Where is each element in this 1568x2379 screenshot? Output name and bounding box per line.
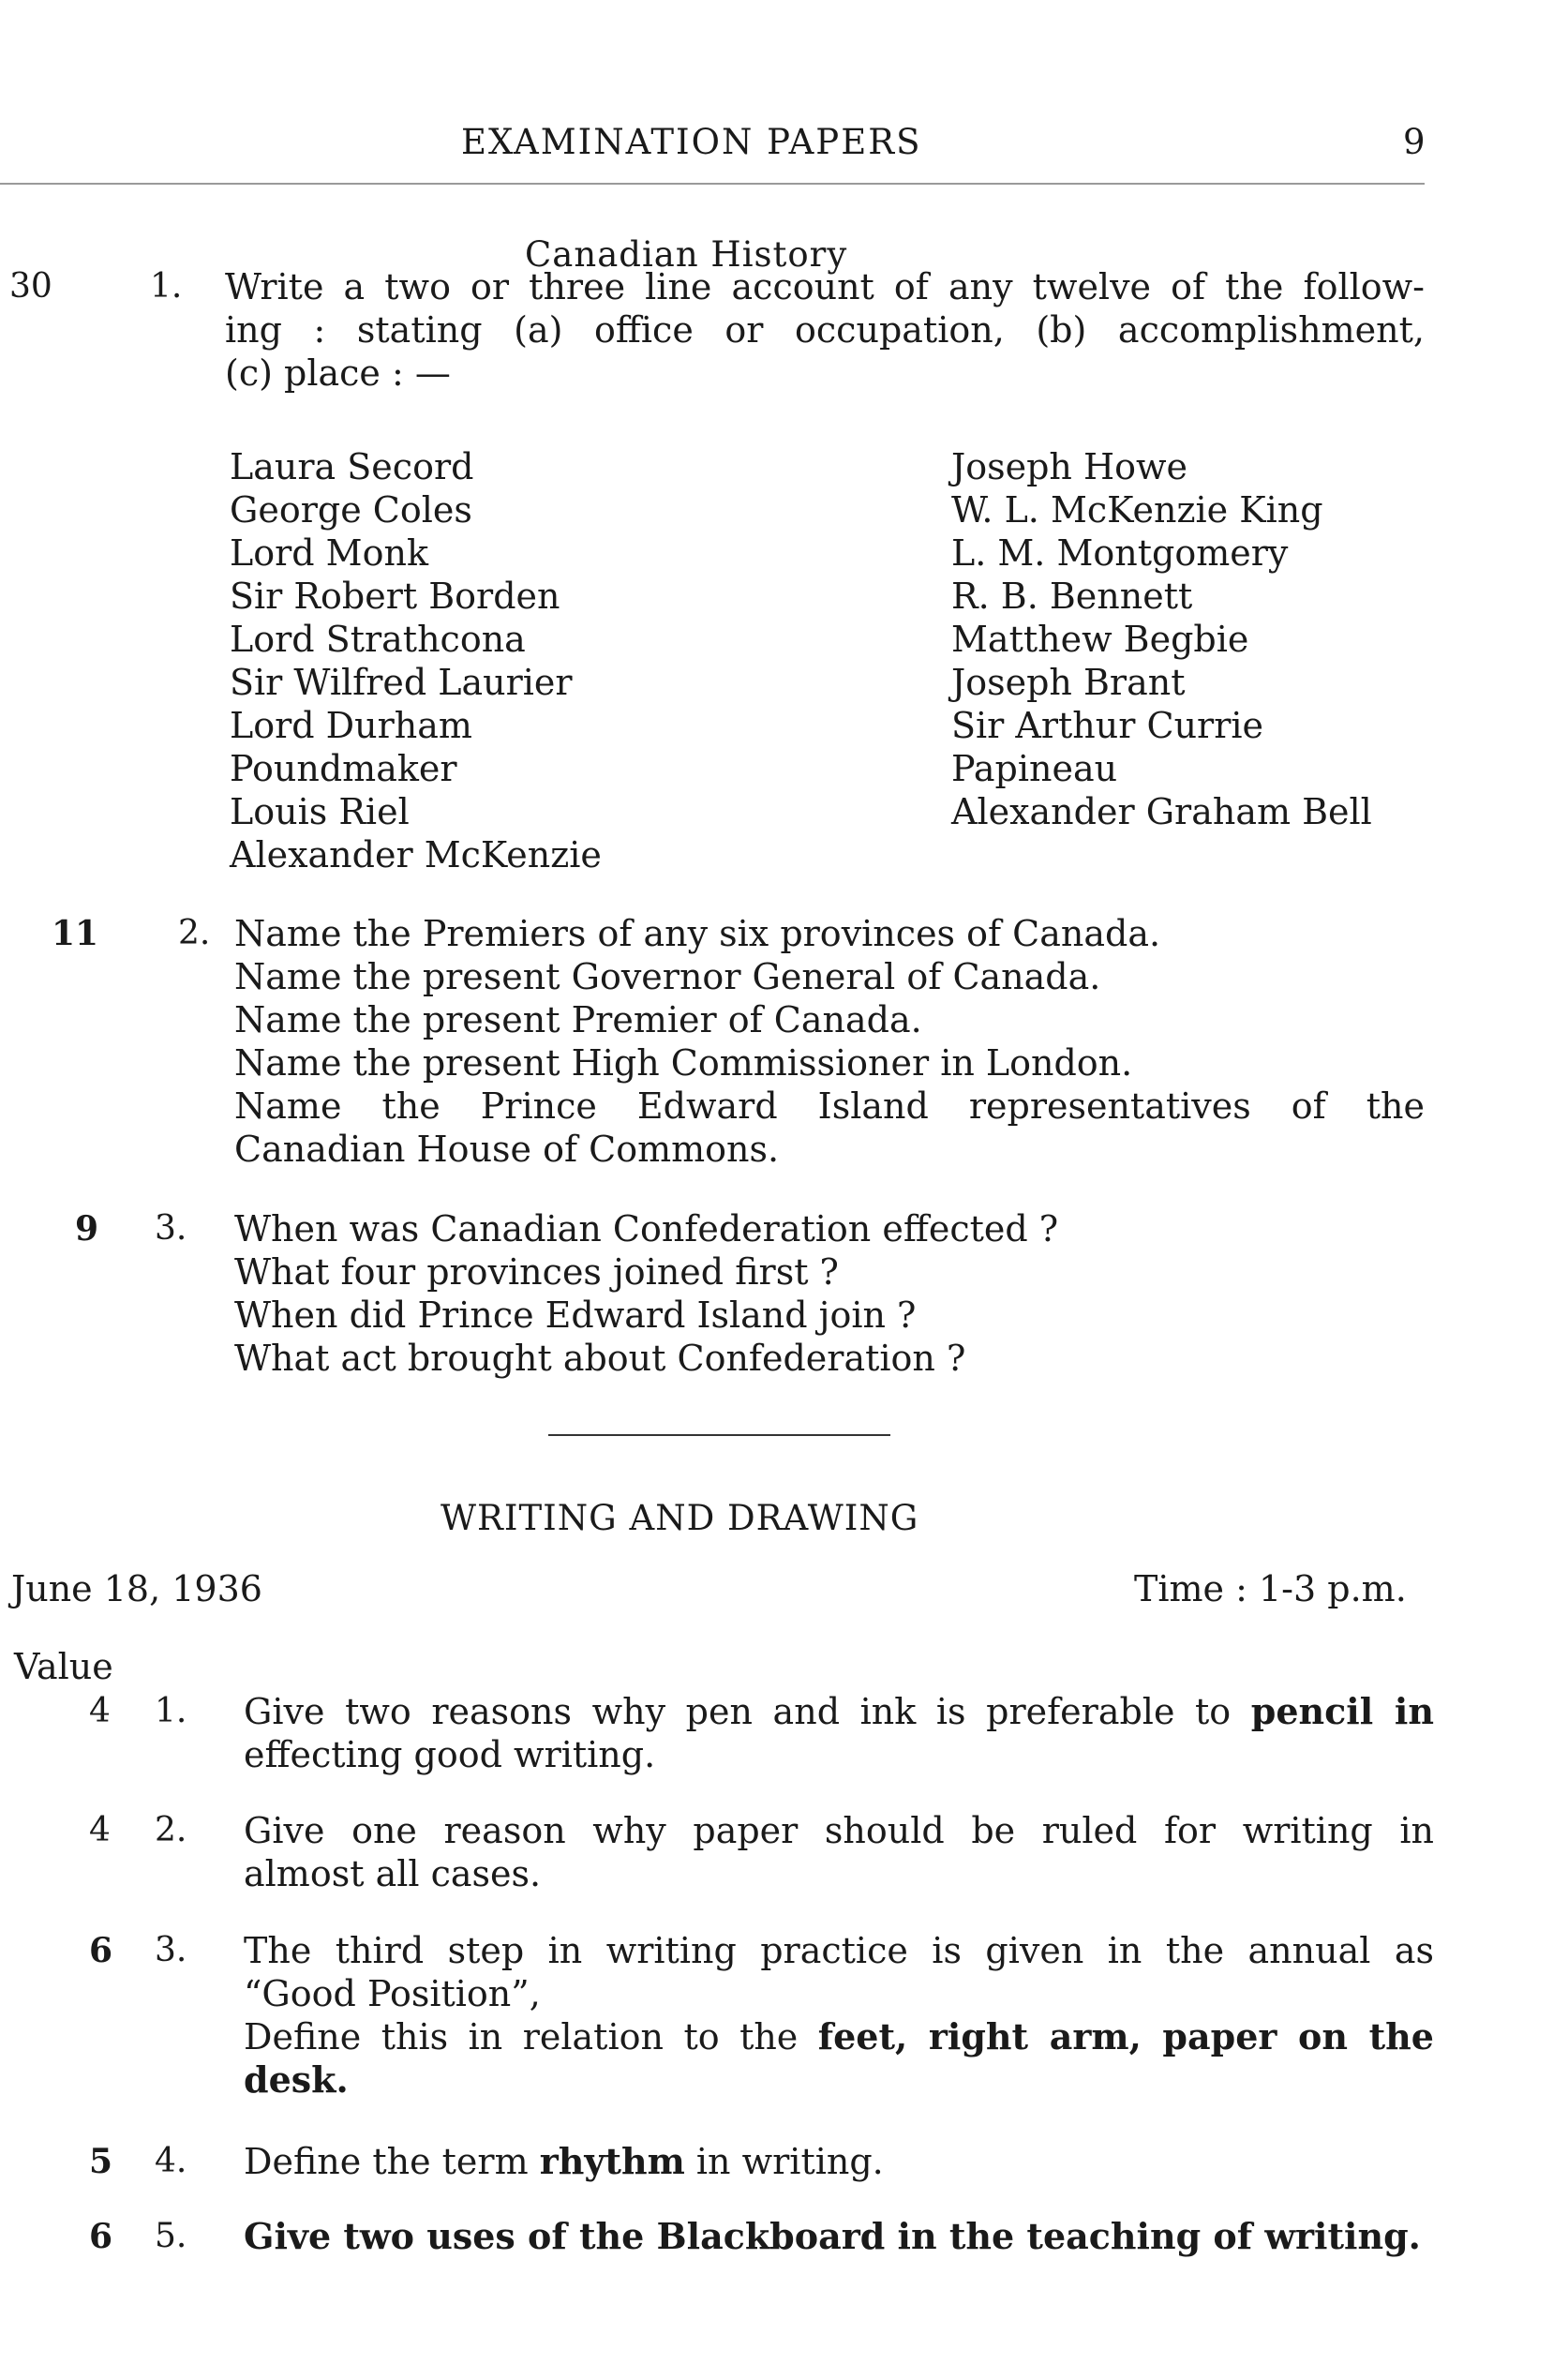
name-item: L. M. Montgomery <box>951 532 1289 574</box>
name-item: Alexander Graham Bell <box>951 791 1372 832</box>
question-text: almost all cases. <box>244 1853 542 1894</box>
question-text: “Good Position”, <box>244 1973 541 2014</box>
question-text <box>244 2015 1434 2058</box>
name-item: Laura Secord <box>230 446 474 487</box>
question-mark-value: 6 <box>89 2217 113 2256</box>
names-list-left <box>230 445 602 876</box>
name-item: Matthew Begbie <box>951 619 1249 660</box>
question-mark-value: 4 <box>89 1692 111 1730</box>
section-divider <box>548 1434 890 1436</box>
question-text: Name the Premiers of any six provinces of Canada. <box>234 913 1161 954</box>
question-text-emphasis: feet, right arm, paper on the <box>817 2015 1434 2057</box>
question-text: ing : stating (a) office or occupation, (b) accomplishment, <box>225 309 1425 351</box>
question-mark-value: 9 <box>75 1209 99 1249</box>
question-text: Canadian House of Commons. <box>234 1129 780 1170</box>
name-item: George Coles <box>230 489 472 531</box>
question-number: 1. <box>150 267 183 306</box>
name-item: Sir Arthur Currie <box>951 705 1264 746</box>
name-item: Lord Strathcona <box>230 619 526 660</box>
question-text: The third step in writing practice is given in the annual as <box>244 1930 1434 1971</box>
question-text: Name the Prince Edward Island representatives of the <box>234 1085 1425 1127</box>
question-text: Give one reason why paper should be ruled for writing in <box>244 1810 1434 1851</box>
page-header-title: EXAMINATION PAPERS <box>461 122 922 162</box>
question-number: 2. <box>155 1811 187 1849</box>
question-text: Name the present Premier of Canada. <box>234 999 922 1040</box>
exam-date: June 18, 1936 <box>11 1568 262 1609</box>
question-mark-value: 11 <box>52 914 99 953</box>
question-text: effecting good writing. <box>244 1734 656 1775</box>
question-text: When was Canadian Confederation effected ? <box>234 1208 1059 1249</box>
question-text: (c) place : — <box>225 352 451 394</box>
name-item: Louis Riel <box>230 791 410 832</box>
name-item: Joseph Howe <box>951 446 1188 487</box>
question-text <box>244 2140 884 2183</box>
name-item: Joseph Brant <box>951 662 1186 703</box>
name-item: Papineau <box>951 748 1118 789</box>
name-item: Poundmaker <box>230 748 457 789</box>
page-number: 9 <box>1403 122 1427 162</box>
question-text-part: Define the term <box>244 2141 540 2182</box>
question-number: 3. <box>155 1931 187 1969</box>
question-mark-value: 4 <box>89 1811 111 1849</box>
question-text-part: in writing. <box>684 2141 884 2182</box>
exam-time: Time : 1-3 p.m. <box>1134 1568 1407 1609</box>
question-text: What four provinces joined first ? <box>234 1251 839 1293</box>
question-text-emphasis: pencil in <box>1250 1690 1434 1732</box>
question-text-part: Define this in relation to the <box>244 2016 818 2057</box>
name-item: Alexander McKenzie <box>230 834 602 875</box>
name-item: Sir Robert Borden <box>230 576 560 617</box>
section-title-writing: WRITING AND DRAWING <box>441 1498 919 1538</box>
section-title-history: Canadian History <box>525 234 848 275</box>
question-number: 1. <box>155 1692 187 1730</box>
question-text-emphasis: rhythm <box>539 2140 685 2182</box>
question-text <box>244 1690 1434 1733</box>
question-text: What act brought about Confederation ? <box>234 1338 966 1379</box>
name-item: R. B. Bennett <box>951 576 1193 617</box>
name-item: Sir Wilfred Laurier <box>230 662 573 703</box>
question-text-part: Give two reasons why pen and ink is preferable to <box>244 1691 1251 1732</box>
name-item: Lord Durham <box>230 705 472 746</box>
name-item: Lord Monk <box>230 532 428 574</box>
header-rule <box>0 183 1425 185</box>
question-mark-value: 30 <box>9 267 52 306</box>
question-text: Name the present Governor General of Canada. <box>234 956 1101 997</box>
question-mark-value: 5 <box>89 2142 113 2181</box>
question-number: 3. <box>155 1209 187 1248</box>
names-list-right <box>951 445 1372 833</box>
question-number: 2. <box>178 914 211 952</box>
value-column-label: Value <box>14 1646 113 1687</box>
question-text: Write a two or three line account of any twelve of the follow- <box>225 266 1425 307</box>
name-item: W. L. McKenzie King <box>951 489 1323 531</box>
question-mark-value: 6 <box>89 1931 113 1970</box>
question-number: 5. <box>155 2217 187 2255</box>
question-text: When did Prince Edward Island join ? <box>234 1294 917 1336</box>
question-number: 4. <box>155 2142 187 2180</box>
question-text-emphasis: Give two uses of the Blackboard in the teaching of writing. <box>244 2215 1421 2257</box>
question-text-emphasis: desk. <box>244 2058 349 2101</box>
question-text: Name the present High Commissioner in London. <box>234 1042 1133 1084</box>
